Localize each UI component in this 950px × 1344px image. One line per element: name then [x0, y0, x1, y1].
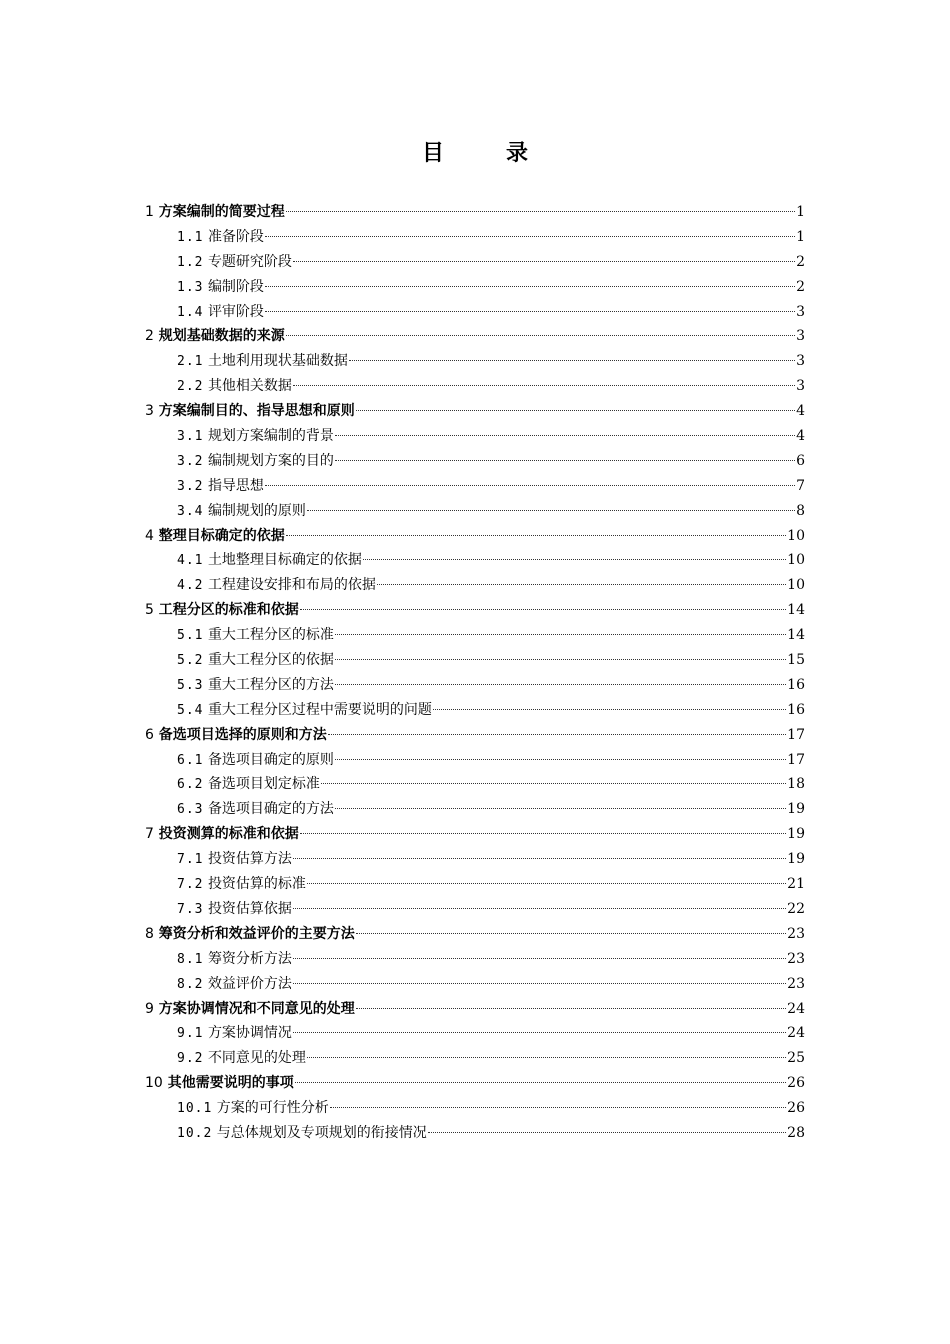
toc-entry-number: 8 [145, 925, 154, 942]
toc-entry-title: 专题研究阶段 [207, 253, 292, 270]
toc-page-number: 4 [796, 428, 805, 445]
toc-entry-label [145, 997, 355, 1022]
toc-entry-title: 工程建设安排和布局的依据 [207, 577, 376, 594]
toc-entry-label [177, 847, 292, 873]
toc-entry-section[interactable] [145, 648, 805, 673]
toc-entry-section[interactable] [145, 374, 805, 399]
table-of-contents [145, 200, 805, 1146]
toc-entry-section[interactable] [145, 1121, 805, 1146]
toc-dot-leader [300, 609, 786, 610]
toc-page-number: 3 [796, 378, 805, 395]
toc-entry-title: 编制阶段 [207, 278, 264, 295]
toc-entry-number: 5.4 [177, 702, 204, 718]
toc-entry-number: 7.1 [177, 852, 204, 868]
toc-entry-title: 编制规划方案的目的 [207, 452, 334, 469]
toc-dot-leader [286, 535, 786, 536]
toc-entry-label [177, 673, 334, 699]
toc-entry-title: 投资估算的标准 [207, 876, 306, 893]
toc-entry-number: 5 [145, 602, 154, 619]
toc-entry-label [177, 648, 334, 674]
toc-page-number: 3 [796, 328, 805, 345]
toc-entry-section[interactable] [145, 947, 805, 972]
toc-entry-number: 3 [145, 403, 154, 420]
toc-entry-section[interactable] [145, 300, 805, 325]
toc-entry-title: 重大工程分区的标准 [207, 627, 334, 644]
toc-page-number: 14 [787, 602, 805, 619]
toc-entry-number: 1.4 [177, 304, 204, 320]
toc-entry-title: 备选项目确定的原则 [207, 751, 334, 768]
toc-entry-label [145, 524, 285, 549]
toc-entry-number: 2 [145, 328, 154, 345]
toc-entry-label [177, 573, 376, 599]
toc-entry-label [177, 1121, 427, 1147]
toc-entry-title: 工程分区的标准和依据 [158, 602, 299, 619]
toc-page-number: 3 [796, 303, 805, 320]
toc-entry-number: 8.1 [177, 951, 204, 967]
toc-entry-title: 指导思想 [207, 477, 264, 494]
toc-entry-number: 10.2 [177, 1125, 213, 1141]
toc-entry-title: 重大工程分区的方法 [207, 676, 334, 693]
toc-entry-title: 备选项目划定标准 [207, 776, 320, 793]
toc-dot-leader [293, 858, 786, 859]
toc-entry-chapter[interactable] [145, 922, 805, 947]
toc-entry-section[interactable] [145, 275, 805, 300]
toc-entry-title: 规划基础数据的来源 [158, 328, 285, 345]
toc-entry-section[interactable] [145, 797, 805, 822]
toc-page-number: 21 [787, 876, 805, 893]
toc-entry-section[interactable] [145, 1096, 805, 1121]
toc-entry-number: 1.3 [177, 279, 204, 295]
toc-page-number: 10 [787, 577, 805, 594]
toc-dot-leader [265, 485, 795, 486]
toc-dot-leader [335, 460, 795, 461]
toc-dot-leader [295, 1082, 786, 1083]
toc-dot-leader [265, 311, 795, 312]
toc-dot-leader [300, 833, 786, 834]
toc-entry-number: 6.1 [177, 752, 204, 768]
toc-entry-title: 方案的可行性分析 [216, 1100, 329, 1117]
toc-entry-title: 方案协调情况 [207, 1025, 292, 1042]
toc-entry-label [177, 947, 292, 973]
toc-page-number: 2 [796, 253, 805, 270]
toc-entry-title: 规划方案编制的背景 [207, 428, 334, 445]
toc-entry-title: 筹资分析和效益评价的主要方法 [158, 925, 355, 942]
toc-entry-number: 10.1 [177, 1101, 213, 1117]
toc-entry-section[interactable] [145, 548, 805, 573]
toc-entry-title: 编制规划的原则 [207, 502, 306, 519]
toc-page-number: 19 [787, 826, 805, 843]
toc-entry-number: 9.2 [177, 1051, 204, 1067]
toc-page-number: 23 [787, 925, 805, 942]
toc-entry-label [145, 324, 285, 349]
toc-entry-label [177, 548, 362, 574]
toc-entry-section[interactable] [145, 449, 805, 474]
toc-entry-title: 投资测算的标准和依据 [158, 826, 299, 843]
toc-entry-number: 4 [145, 527, 154, 544]
toc-entry-number: 3.2 [177, 453, 204, 469]
toc-entry-section[interactable] [145, 424, 805, 449]
toc-dot-leader [335, 684, 786, 685]
toc-entry-label [177, 797, 334, 823]
toc-entry-label [177, 1096, 329, 1122]
toc-page-number: 23 [787, 950, 805, 967]
toc-dot-leader [335, 659, 786, 660]
toc-entry-number: 4.2 [177, 578, 204, 594]
toc-entry-label [177, 275, 264, 301]
toc-entry-number: 5.2 [177, 653, 204, 669]
toc-page-number: 23 [787, 975, 805, 992]
toc-entry-chapter[interactable] [145, 598, 805, 623]
toc-entry-section[interactable] [145, 872, 805, 897]
toc-page-number: 4 [796, 403, 805, 420]
toc-dot-leader [293, 385, 795, 386]
toc-entry-number: 5.1 [177, 628, 204, 644]
toc-entry-section[interactable] [145, 847, 805, 872]
toc-entry-section[interactable] [145, 772, 805, 797]
toc-entry-label [145, 399, 355, 424]
toc-entry-section[interactable] [145, 225, 805, 250]
toc-entry-number: 2.2 [177, 379, 204, 395]
toc-entry-section[interactable] [145, 1021, 805, 1046]
toc-entry-number: 7.2 [177, 877, 204, 893]
toc-entry-label [177, 1021, 292, 1047]
toc-entry-label [177, 772, 320, 798]
toc-entry-section[interactable] [145, 698, 805, 723]
toc-dot-leader [293, 1032, 786, 1033]
toc-dot-leader [335, 634, 786, 635]
toc-entry-chapter[interactable] [145, 1071, 805, 1096]
toc-entry-label [177, 349, 348, 375]
toc-page-number: 6 [796, 452, 805, 469]
toc-entry-section[interactable] [145, 748, 805, 773]
toc-dot-leader [293, 983, 786, 984]
toc-entry-title: 土地整理目标确定的依据 [207, 552, 362, 569]
toc-entry-number: 1.1 [177, 229, 204, 245]
toc-entry-title: 备选项目确定的方法 [207, 801, 334, 818]
toc-dot-leader [428, 1132, 786, 1133]
toc-dot-leader [328, 734, 786, 735]
toc-page-number: 22 [787, 900, 805, 917]
toc-entry-number: 10 [145, 1075, 163, 1092]
toc-page-number: 14 [787, 627, 805, 644]
toc-entry-label [177, 748, 334, 774]
toc-dot-leader [286, 335, 795, 336]
toc-page-number: 26 [787, 1100, 805, 1117]
toc-dot-leader [356, 1008, 786, 1009]
toc-entry-title: 投资估算方法 [207, 851, 292, 868]
toc-entry-label [177, 897, 292, 923]
toc-entry-label [145, 922, 355, 947]
toc-page-number: 2 [796, 278, 805, 295]
toc-entry-number: 1.2 [177, 254, 204, 270]
toc-page-number: 10 [787, 552, 805, 569]
toc-page-number: 17 [787, 726, 805, 743]
toc-entry-title: 方案协调情况和不同意见的处理 [158, 1000, 355, 1017]
toc-entry-label [177, 449, 334, 475]
toc-page-number: 25 [787, 1050, 805, 1067]
toc-entry-section[interactable] [145, 673, 805, 698]
toc-entry-label [177, 250, 292, 276]
toc-dot-leader [330, 1107, 786, 1108]
toc-entry-section[interactable] [145, 1046, 805, 1071]
toc-entry-label [177, 1046, 306, 1072]
toc-dot-leader [265, 236, 795, 237]
toc-entry-label [177, 499, 306, 525]
toc-page-number: 24 [787, 1000, 805, 1017]
toc-entry-label [177, 972, 292, 998]
toc-entry-label [177, 300, 264, 326]
toc-page-number: 1 [796, 204, 805, 220]
toc-entry-number: 8.2 [177, 976, 204, 992]
toc-entry-number: 7.3 [177, 901, 204, 917]
toc-dot-leader [307, 883, 786, 884]
toc-page-number: 15 [787, 652, 805, 669]
toc-entry-title: 其他需要说明的事项 [167, 1075, 294, 1092]
page-title: 目 录 [421, 140, 548, 166]
toc-entry-number: 1 [145, 204, 154, 220]
toc-entry-title: 整理目标确定的依据 [158, 527, 285, 544]
toc-entry-section[interactable] [145, 499, 805, 524]
toc-entry-chapter[interactable] [145, 399, 805, 424]
toc-entry-title: 筹资分析方法 [207, 950, 292, 967]
toc-entry-title: 方案编制目的、指导思想和原则 [158, 403, 355, 420]
toc-entry-label [145, 200, 285, 225]
toc-entry-label [177, 374, 292, 400]
toc-entry-section[interactable] [145, 573, 805, 598]
toc-page-number: 26 [787, 1075, 805, 1092]
toc-entry-label [177, 424, 334, 450]
toc-page-number: 18 [787, 776, 805, 793]
toc-page-number: 24 [787, 1025, 805, 1042]
toc-dot-leader [356, 410, 795, 411]
toc-entry-number: 6.3 [177, 802, 204, 818]
toc-page-number: 7 [796, 477, 805, 494]
toc-dot-leader [293, 958, 786, 959]
toc-entry-section[interactable] [145, 250, 805, 275]
toc-dot-leader [265, 286, 795, 287]
toc-entry-title: 不同意见的处理 [207, 1050, 306, 1067]
toc-entry-number: 6 [145, 726, 154, 743]
toc-entry-title: 其他相关数据 [207, 378, 292, 395]
toc-page-number: 8 [796, 502, 805, 519]
toc-dot-leader [293, 261, 795, 262]
toc-entry-number: 5.3 [177, 677, 204, 693]
toc-dot-leader [321, 783, 786, 784]
toc-entry-chapter[interactable] [145, 822, 805, 847]
toc-entry-chapter[interactable] [145, 723, 805, 748]
toc-page-number: 17 [787, 751, 805, 768]
toc-dot-leader [356, 933, 786, 934]
toc-page-number: 3 [796, 353, 805, 370]
toc-page-number: 19 [787, 801, 805, 818]
toc-entry-number: 2.1 [177, 354, 204, 370]
toc-dot-leader [335, 435, 795, 436]
toc-entry-section[interactable] [145, 623, 805, 648]
toc-entry-chapter[interactable] [145, 524, 805, 549]
toc-entry-chapter[interactable] [145, 200, 805, 225]
toc-page-number: 16 [787, 676, 805, 693]
toc-entry-label [145, 598, 299, 623]
toc-entry-title: 方案编制的简要过程 [158, 204, 285, 220]
toc-page-number: 1 [796, 228, 805, 245]
toc-dot-leader [377, 584, 786, 585]
toc-page-number: 19 [787, 851, 805, 868]
toc-entry-title: 备选项目选择的原则和方法 [158, 726, 327, 743]
toc-entry-chapter[interactable] [145, 997, 805, 1022]
toc-entry-section[interactable] [145, 972, 805, 997]
toc-entry-section[interactable] [145, 897, 805, 922]
toc-entry-section[interactable] [145, 349, 805, 374]
toc-entry-number: 4.1 [177, 553, 204, 569]
toc-page-number: 28 [787, 1124, 805, 1141]
toc-entry-number: 6.2 [177, 777, 204, 793]
toc-dot-leader [307, 510, 795, 511]
toc-entry-title: 效益评价方法 [207, 975, 292, 992]
toc-entry-title: 评审阶段 [207, 303, 264, 320]
toc-entry-label [177, 623, 334, 649]
toc-dot-leader [433, 709, 786, 710]
toc-dot-leader [293, 908, 786, 909]
toc-entry-number: 9 [145, 1000, 154, 1017]
toc-dot-leader [286, 211, 795, 212]
toc-entry-number: 9.1 [177, 1026, 204, 1042]
toc-dot-leader [335, 759, 786, 760]
toc-entry-number: 3.2 [177, 478, 204, 494]
toc-entry-label [177, 872, 306, 898]
toc-page-number: 10 [787, 527, 805, 544]
toc-entry-number: 3.1 [177, 429, 204, 445]
toc-entry-title: 土地利用现状基础数据 [207, 353, 348, 370]
toc-entry-label [145, 822, 299, 847]
toc-entry-title: 重大工程分区的依据 [207, 652, 334, 669]
toc-entry-title: 准备阶段 [207, 228, 264, 245]
toc-entry-title: 与总体规划及专项规划的衔接情况 [216, 1124, 427, 1141]
toc-entry-chapter[interactable] [145, 324, 805, 349]
toc-entry-label [177, 474, 264, 500]
toc-dot-leader [307, 1057, 786, 1058]
toc-entry-label [145, 723, 327, 748]
toc-dot-leader [335, 808, 786, 809]
toc-entry-section[interactable] [145, 474, 805, 499]
toc-entry-label [145, 1071, 294, 1096]
toc-entry-title: 重大工程分区过程中需要说明的问题 [207, 701, 432, 718]
toc-page-number: 16 [787, 701, 805, 718]
toc-entry-number: 3.4 [177, 503, 204, 519]
toc-entry-label [177, 698, 432, 724]
toc-entry-number: 7 [145, 826, 154, 843]
toc-entry-title: 投资估算依据 [207, 900, 292, 917]
toc-dot-leader [349, 360, 795, 361]
toc-entry-label [177, 225, 264, 251]
toc-dot-leader [363, 559, 786, 560]
